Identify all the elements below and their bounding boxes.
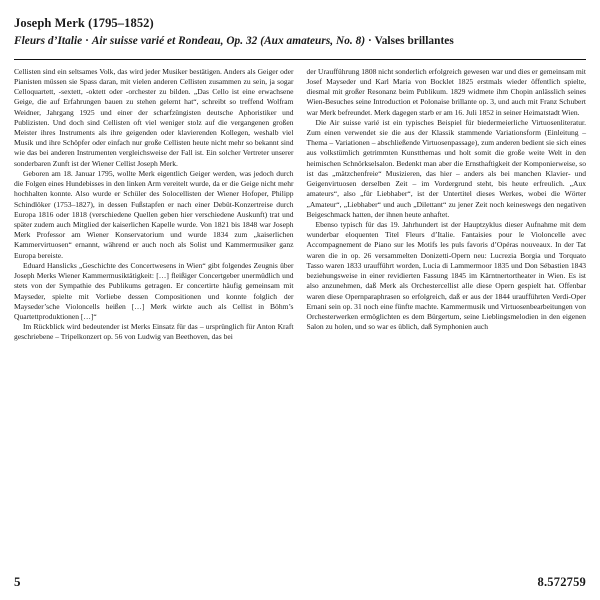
paragraph: der Uraufführung 1808 nicht sonderlich erfolgreich gewesen war und dies er gemeinsam mit Josef Mayseder und Karl Maria von Bocklet 1825 erstmals wieder öffentlich spielte, diesmal mit großer Resonanz beim Publikum. 1829 widmete ihm Chopin anlässlich seines Wien-Besuches seine Introduction et Polonaise brillante op. 3, und auch mit Franz Schubert war Merk befreundet. Merk dagegen starb er am 16. Juli 1852 in seiner Heimatstadt Wien.	[306, 66, 586, 117]
paragraph: Eduard Hanslicks „Geschichte des Concertwesens in Wien“ gibt folgendes Zeugnis über Joseph Merks Wiener Kammermusiktätigkeit: […] fleißiger Concertgeber unermüdlich und stets von der Sympathie des Publikums getragen. Er concertirte häufig gemeinsam mit Mayseder, spielte mit Vorliebe dessen Compositionen und konnte folglich der Mayseder’sche Violoncells heißen […] Merk wirkte auch als Cellist in Böhm’s Quartettproduktionen […]“	[14, 260, 294, 321]
page-subtitle	[14, 34, 586, 48]
page-footer	[14, 574, 586, 590]
subtitle-work-1: Fleurs d’Italie	[14, 34, 83, 47]
paragraph: Im Rückblick wird bedeutender ist Merks Einsatz für das – ursprünglich für Anton Kraft geschriebene – Tripelkonzert op. 56 von Ludwig van Beethoven, das bei	[14, 322, 294, 342]
body-columns	[14, 67, 586, 568]
subtitle-separator-1: ·	[82, 34, 92, 47]
right-column	[307, 67, 587, 568]
paragraph: Ebenso typisch für das 19. Jahrhundert ist der Hauptzyklus dieser Aufnahme mit dem wunderbar eloquenten Titel Fleurs d’Italie. Fantaisies pour le Violoncelle avec Accompagnement de Piano sur les Motifs les puls favoris d’Opéras nouveaux. In der Tat waren die in op. 26 versammelten Donizetti-Opern neu: Lucrezia Borgia und Torquato Tasso waren 1833 uraufführt worden, Lucia di Lammermoor 1835 und Don Sébastien 1843 beziehungsweise in einer revidierten Fassung 1845 im Kärntnertortheater in Wien. Es ist also anzunehmen, daß Merk als Orchestercellist alle diese Opern gespielt hat. Offenbar waren diese Opernparaphrasen so erfolgreich, daß er aus der 1844 uraufführten Verdi-Oper Ernani sein op. 31 noch eine fünfte machte. Kammermusik und Virtuosenbearbeitungen von Orchesterwerken ermöglichten es dem Bürgertum, seine Lieblingsmelodien in den eigenen Salon zu holen, und so war es üblich, daß Symphonien auch	[306, 220, 586, 332]
subtitle-work-3: Valses brillantes	[374, 34, 454, 47]
header-divider	[14, 59, 586, 60]
page-number: 5	[14, 574, 21, 589]
paragraph: Cellisten sind ein seltsames Volk, das wird jeder Musiker bestätigen. Anders als Geiger oder Pianisten müssen sie Spass daran, mit vielen anderen Cellisten zusammen zu sein, ja sogar Celloquartett, -sextett, -oktett oder -orchester zu bilden. „Das Cello ist eine erwachsene Geige, die auf Erfahrungen bauen zu stehen gelernt hat“, schreibt so treffend Wolfram Weidner, Jahrgang 1925 und einer der scharfzüngisten deutsche Aphoristiker und Publizisten. Und doch sind Cellisten oft viel weniger stolz auf die vergangenen großen Meister ihres Instruments als ihre geigenden oder klavierenden Kollegen, weshalb viel Musik und ihre Schöpfer oder einfach nur große Cellisten heute nicht mehr so bekannt sind wie das bei anderen Instrumenten vergleichsweise der Fall ist. Ein solcher Vertreter unserer sonderbaren Zunft ist der Wiener Cellist Joseph Merk.	[14, 66, 294, 168]
subtitle-work-2: Air suisse varié et Rondeau, Op. 32 (Aux amateurs, No. 8)	[91, 34, 366, 47]
catalogue-number: 8.572759	[537, 575, 586, 589]
subtitle-separator-2: ·	[365, 34, 375, 47]
page-header	[14, 16, 586, 48]
paragraph: Die Air suisse varié ist ein typisches Beispiel für biedermeierliche Virtuosenliteratur. Zum einen verwendet sie die aus der Klassik stammende Variationsform (Einleitung – Thema – Variationen – abschließende Virtuosenpassage), zum anderen bedient sie sich eines aus volkstümlich getrimmten Kunstthemas und holt somit die große weite Welt in den heimischen Schnörkselsalon. Bedenkt man aber die Ernsthaftigkeit der Komponierweise, so ist das „mätzchenfreie“ Musizieren, das hier – anders als bei manchen Klavier- und Geigenvirtuosen derselben Zeit – im Vordergrund steht, bis heute erfreulich. „Aux amateurs“, also „für Liebhaber“, ist der Untertitel dieses Werkes, wobei die Wörter „Amateur“, „Liebhaber“ und auch „Dilettant“ zu jener Zeit noch keineswegs den negativen Beigeschmack hatten, der ihnen heute anhaftet.	[306, 117, 586, 219]
page-title: Joseph Merk (1795–1852)	[14, 16, 154, 30]
paragraph: Geboren am 18. Januar 1795, wollte Merk eigentlich Geiger werden, was jedoch durch die Folgen eines Hundebisses in den linken Arm vereitelt wurde, da er die Geige nicht mehr hochhalten konnte. Also wurde er Schüler des Solocellisten der Wiener Hofoper, Philipp Schindlöker (1753–1827), in dessen Fußstapfen er nach einer Debüt-Konzertreise durch Europa 1816 oder 1818 (verschiedene Quellen geben hier verschiedene Auskunft) trat und später zudem auch Mitglied der kaiserlichen Kapelle wurde. Von 1821 bis 1848 war Joseph Merk Professor am Wiener Konservatorium und wurde 1834 zum „kaiserlichen Kammervirtuosen“ ernannt, während er auch noch als Solist und Kammermusiker ganz Europa bereiste.	[14, 168, 294, 260]
left-column	[14, 67, 294, 568]
